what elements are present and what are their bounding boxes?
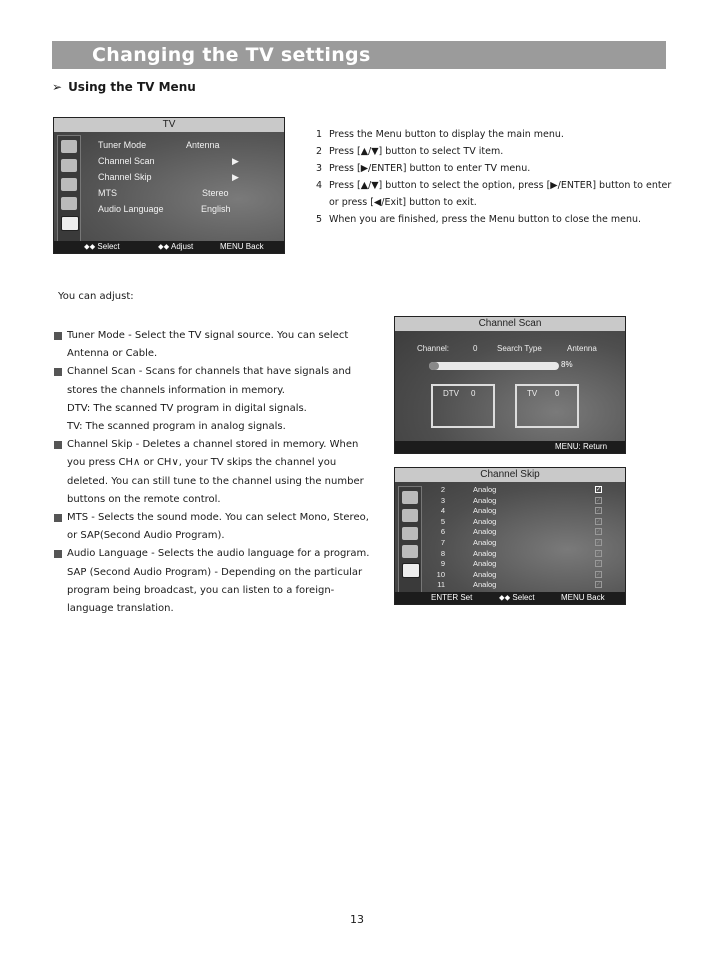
dtv-label: DTV (443, 389, 459, 398)
tv-menu-row (98, 172, 239, 182)
dtv-count-box (431, 384, 495, 428)
bullet-text: Tuner Mode - Select the TV signal source. You can select Antenna or Cable. (67, 330, 349, 360)
tv-count-box (515, 384, 579, 428)
channel-number: 7 (440, 537, 445, 547)
bullet-item (54, 509, 374, 545)
step-item (316, 177, 676, 211)
list-item (431, 506, 621, 517)
step-item (316, 143, 676, 160)
channel-type: Analog (473, 548, 497, 558)
channel-type: Analog (473, 527, 497, 537)
tv-menu-row (98, 204, 231, 214)
step-text: When you are finished, press the Menu button to close the menu. (329, 214, 642, 225)
list-item (431, 517, 621, 528)
steps-list (316, 126, 676, 228)
footer-back: MENU Back (561, 593, 605, 602)
list-item (431, 485, 621, 496)
list-item (431, 570, 621, 581)
channel-type: Analog (473, 485, 497, 494)
channel-number: 6 (440, 527, 445, 537)
channel-number: 11 (437, 580, 445, 590)
skip-checkbox: ✓ (596, 571, 602, 578)
tv-menu-footer (54, 241, 284, 253)
channel-number: 10 (436, 569, 445, 579)
channel-skip-title: Channel Skip (395, 468, 625, 482)
adjust-intro: You can adjust: (58, 291, 134, 302)
channel-number: 8 (440, 548, 445, 558)
channel-skip-footer (395, 592, 625, 604)
list-item (431, 538, 621, 549)
scan-progress-bar (429, 362, 559, 370)
scan-progress-percent: 8% (561, 360, 573, 369)
skip-checkbox: ✓ (596, 561, 602, 568)
footer-set: ENTER Set (431, 593, 473, 602)
channel-type: Analog (473, 580, 497, 590)
bullet-square-icon (54, 441, 62, 449)
step-number: 3 (316, 163, 323, 174)
row-label: Tuner Mode (98, 140, 147, 150)
footer-select: ⬥⬥ Select (499, 593, 535, 602)
menu-sidebar (398, 486, 422, 594)
row-value: Antenna (186, 140, 220, 150)
step-number: 1 (316, 129, 323, 140)
step-text: Press the Menu button to display the main menu. (329, 129, 564, 140)
tv-menu-row (98, 188, 229, 198)
skip-checkbox: ✓ (596, 582, 602, 589)
list-item (431, 527, 621, 538)
bullet-subtext: TV: The scanned program in analog signals. (67, 421, 286, 433)
step-text: Press [▲/▼] button to select the option, press [▶/ENTER] button to enter or press [◀/Exit] button to exit. (329, 180, 672, 208)
channel-number: 3 (440, 495, 445, 505)
setup-icon (61, 178, 77, 191)
row-label: MTS (98, 188, 117, 198)
channel-number: 4 (440, 506, 445, 516)
channel-skip-screenshot (394, 467, 626, 605)
scan-footer-text: MENU: Return (555, 442, 608, 451)
channel-value: 0 (473, 344, 478, 353)
row-label: Audio Language (98, 204, 164, 214)
channel-scan-footer (395, 441, 625, 453)
footer-back: MENU Back (220, 242, 264, 251)
search-type-label: Search Type (497, 344, 542, 353)
tv-menu-row (98, 156, 239, 166)
step-item (316, 160, 676, 177)
tv-menu-screenshot (53, 117, 285, 254)
bullet-item (54, 436, 374, 509)
bullet-item (54, 327, 374, 363)
bullet-square-icon (54, 332, 62, 340)
bullet-item (54, 545, 374, 618)
bullet-square-icon (54, 550, 62, 558)
menu-sidebar (57, 135, 81, 247)
skip-checkbox: ✓ (596, 539, 602, 546)
tv-icon (402, 563, 420, 578)
scan-progress-fill (429, 362, 439, 370)
row-value: ▶ (232, 172, 239, 182)
step-number: 2 (316, 146, 323, 157)
channel-skip-list (431, 485, 621, 591)
channel-scan-screenshot (394, 316, 626, 454)
skip-checkbox: ✓ (596, 487, 602, 493)
tv-menu-row (98, 140, 220, 150)
channel-type: Analog (473, 537, 497, 547)
sound-icon (402, 509, 418, 522)
arrow-icon: ➢ (52, 80, 63, 94)
subheading (52, 80, 196, 94)
skip-checkbox: ✓ (596, 497, 602, 504)
row-value: English (201, 204, 231, 214)
skip-checkbox: ✓ (596, 529, 602, 536)
bullet-square-icon (54, 514, 62, 522)
tv-value: 0 (555, 389, 560, 398)
sound-icon (61, 159, 77, 172)
bullet-subtext: DTV: The scanned TV program in digital signals. (67, 402, 307, 414)
bullet-text: Channel Scan - Scans for channels that have signals and stores the channels information in memory. (67, 366, 352, 396)
channel-type: Analog (473, 495, 497, 505)
section-title: Changing the TV settings (92, 44, 371, 66)
dtv-value: 0 (471, 389, 476, 398)
channel-type: Analog (473, 559, 497, 569)
footer-select: ⬥⬥ Select (84, 242, 120, 251)
row-value: Stereo (202, 188, 229, 198)
skip-checkbox: ✓ (596, 508, 602, 515)
list-item (431, 549, 621, 560)
bullet-square-icon (54, 368, 62, 376)
channel-type: Analog (473, 516, 497, 526)
step-item (316, 126, 676, 143)
skip-checkbox: ✓ (596, 518, 602, 525)
channel-scan-title: Channel Scan (395, 317, 625, 331)
step-number: 4 (316, 180, 323, 191)
list-item (431, 559, 621, 570)
tv-menu-title: TV (54, 118, 284, 132)
channel-number: 9 (440, 559, 445, 569)
list-item (431, 496, 621, 507)
channel-label: Channel: (417, 344, 450, 353)
bullet-text: Audio Language - Selects the audio language for a program. SAP (Second Audio Program) - Depending on the particular program being broadcast, you can listen to a foreign-language translation. (67, 548, 370, 615)
step-number: 5 (316, 214, 323, 225)
bullet-text: MTS - Selects the sound mode. You can select Mono, Stereo, or SAP(Second Audio Program). (67, 512, 369, 542)
bullet-text: Channel Skip - Deletes a channel stored in memory. When you press CH∧ or CH∨, your TV skips the channel you deleted. You can still tune to the channel using the number buttons on the remote control. (67, 439, 364, 505)
setup-icon (402, 527, 418, 540)
tv-icon (61, 216, 79, 231)
footer-adjust: ⬥⬥ Adjust (158, 242, 194, 251)
page-number: 13 (350, 913, 364, 926)
row-label: Channel Scan (98, 156, 155, 166)
row-value: ▶ (232, 156, 239, 166)
search-type-value: Antenna (567, 344, 597, 353)
step-item (316, 211, 676, 228)
channel-type: Analog (473, 569, 497, 579)
step-text: Press [▶/ENTER] button to enter TV menu. (329, 163, 531, 174)
lock-icon (61, 197, 77, 210)
channel-number: 2 (440, 485, 445, 494)
skip-checkbox: ✓ (596, 550, 602, 557)
bullet-item (54, 363, 374, 436)
picture-icon (402, 491, 418, 504)
picture-icon (61, 140, 77, 153)
channel-number: 5 (440, 516, 445, 526)
step-text: Press [▲/▼] button to select TV item. (329, 146, 504, 157)
subheading-text: Using the TV Menu (68, 80, 196, 94)
lock-icon (402, 545, 418, 558)
tv-label: TV (527, 389, 538, 398)
channel-type: Analog (473, 506, 497, 516)
section-header-bar (52, 41, 666, 69)
list-item (431, 580, 621, 591)
row-label: Channel Skip (98, 172, 152, 182)
settings-bullet-list (54, 327, 374, 618)
